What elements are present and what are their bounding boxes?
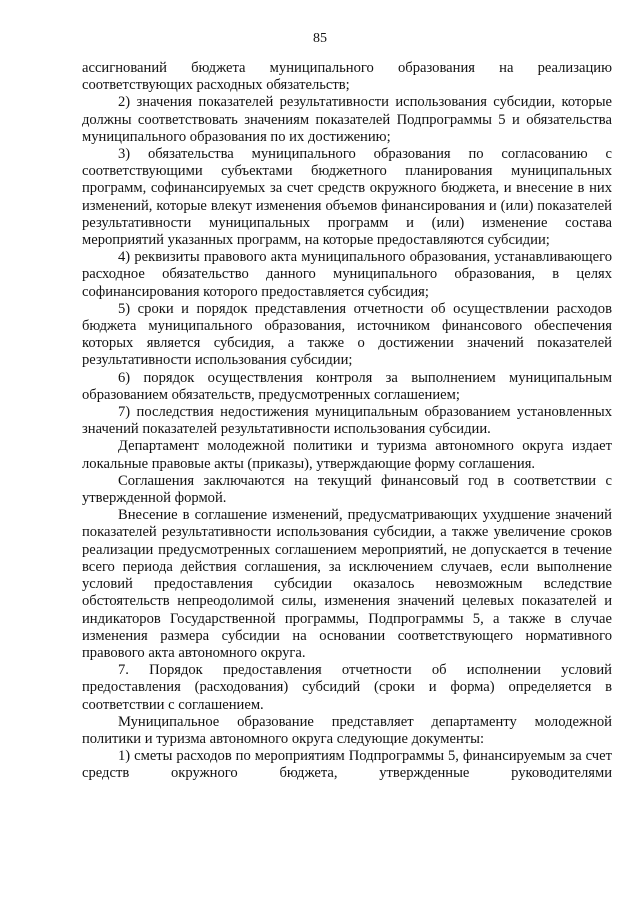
paragraph: Муниципальное образование представляет департаменту молодежной политики и туризма автономного округа следующие документы: <box>82 713 612 747</box>
paragraph: Департамент молодежной политики и туризма автономного округа издает локальные правовые акты (приказы), утверждающие форму соглашения. <box>82 438 612 472</box>
page-number: 85 <box>313 31 327 46</box>
paragraph: 7) последствия недостижения муниципальным образованием установленных значений показателей результативности использования субсидии. <box>82 404 612 438</box>
paragraph: 4) реквизиты правового акта муниципального образования, устанавливающего расходное обязательство данного муниципального образования, в целях софинансирования которого предоставляется субсидия; <box>82 249 612 300</box>
body-text <box>82 60 612 783</box>
paragraph: 6) порядок осуществления контроля за выполнением муниципальным образованием обязательств, предусмотренных соглашением; <box>82 369 612 403</box>
paragraph: 2) значения показателей результативности использования субсидии, которые должны соответствовать значениям показателей Подпрограммы 5 и обязательства муниципального образования по их достижению; <box>82 94 612 145</box>
paragraph: Внесение в соглашение изменений, предусматривающих ухудшение значений показателей результативности использования субсидии, а также увеличение сроков реализации предусмотренных соглашением мероприятий, не допускается в течение всего периода действия соглашения, за исключением случаев, если выполнение условий предоставления субсидии оказалось невозможным вследствие обстоятельств непреодолимой силы, изменения значений целевых показателей и индикаторов Государственной программы, Подпрограммы 5, а также в случае изменения размера субсидии на основании соответствующего нормативного правового акта автономного округа. <box>82 507 612 661</box>
paragraph: 7. Порядок предоставления отчетности об исполнении условий предоставления (расходования) субсидий (сроки и форма) определяется в соответствии с соглашением. <box>82 662 612 713</box>
paragraph: ассигнований бюджета муниципального образования на реализацию соответствующих расходных обязательств; <box>82 60 612 94</box>
paragraph: Соглашения заключаются на текущий финансовый год в соответствии с утвержденной формой. <box>82 472 612 507</box>
paragraph: 3) обязательства муниципального образования по согласованию с соответствующими субъектами бюджетного планирования муниципальных программ, софинансируемых за счет средств окружного бюджета, и внесение в них изменений, которые влекут изменения объемов финансирования и (или) показателей результативности муниципальных программ и (или) изменение состава мероприятий указанных программ, на которые предоставляются субсидии; <box>82 146 612 249</box>
paragraph: 5) сроки и порядок представления отчетности об осуществлении расходов бюджета муниципального образования, источником финансового обеспечения которых является субсидия, а также о достижении значений показателей результативности использования субсидии; <box>82 300 612 369</box>
paragraph: 1) сметы расходов по мероприятиям Подпрограммы 5, финансируемым за счет средств окружного бюджета, утвержденные руководителями <box>82 748 612 782</box>
